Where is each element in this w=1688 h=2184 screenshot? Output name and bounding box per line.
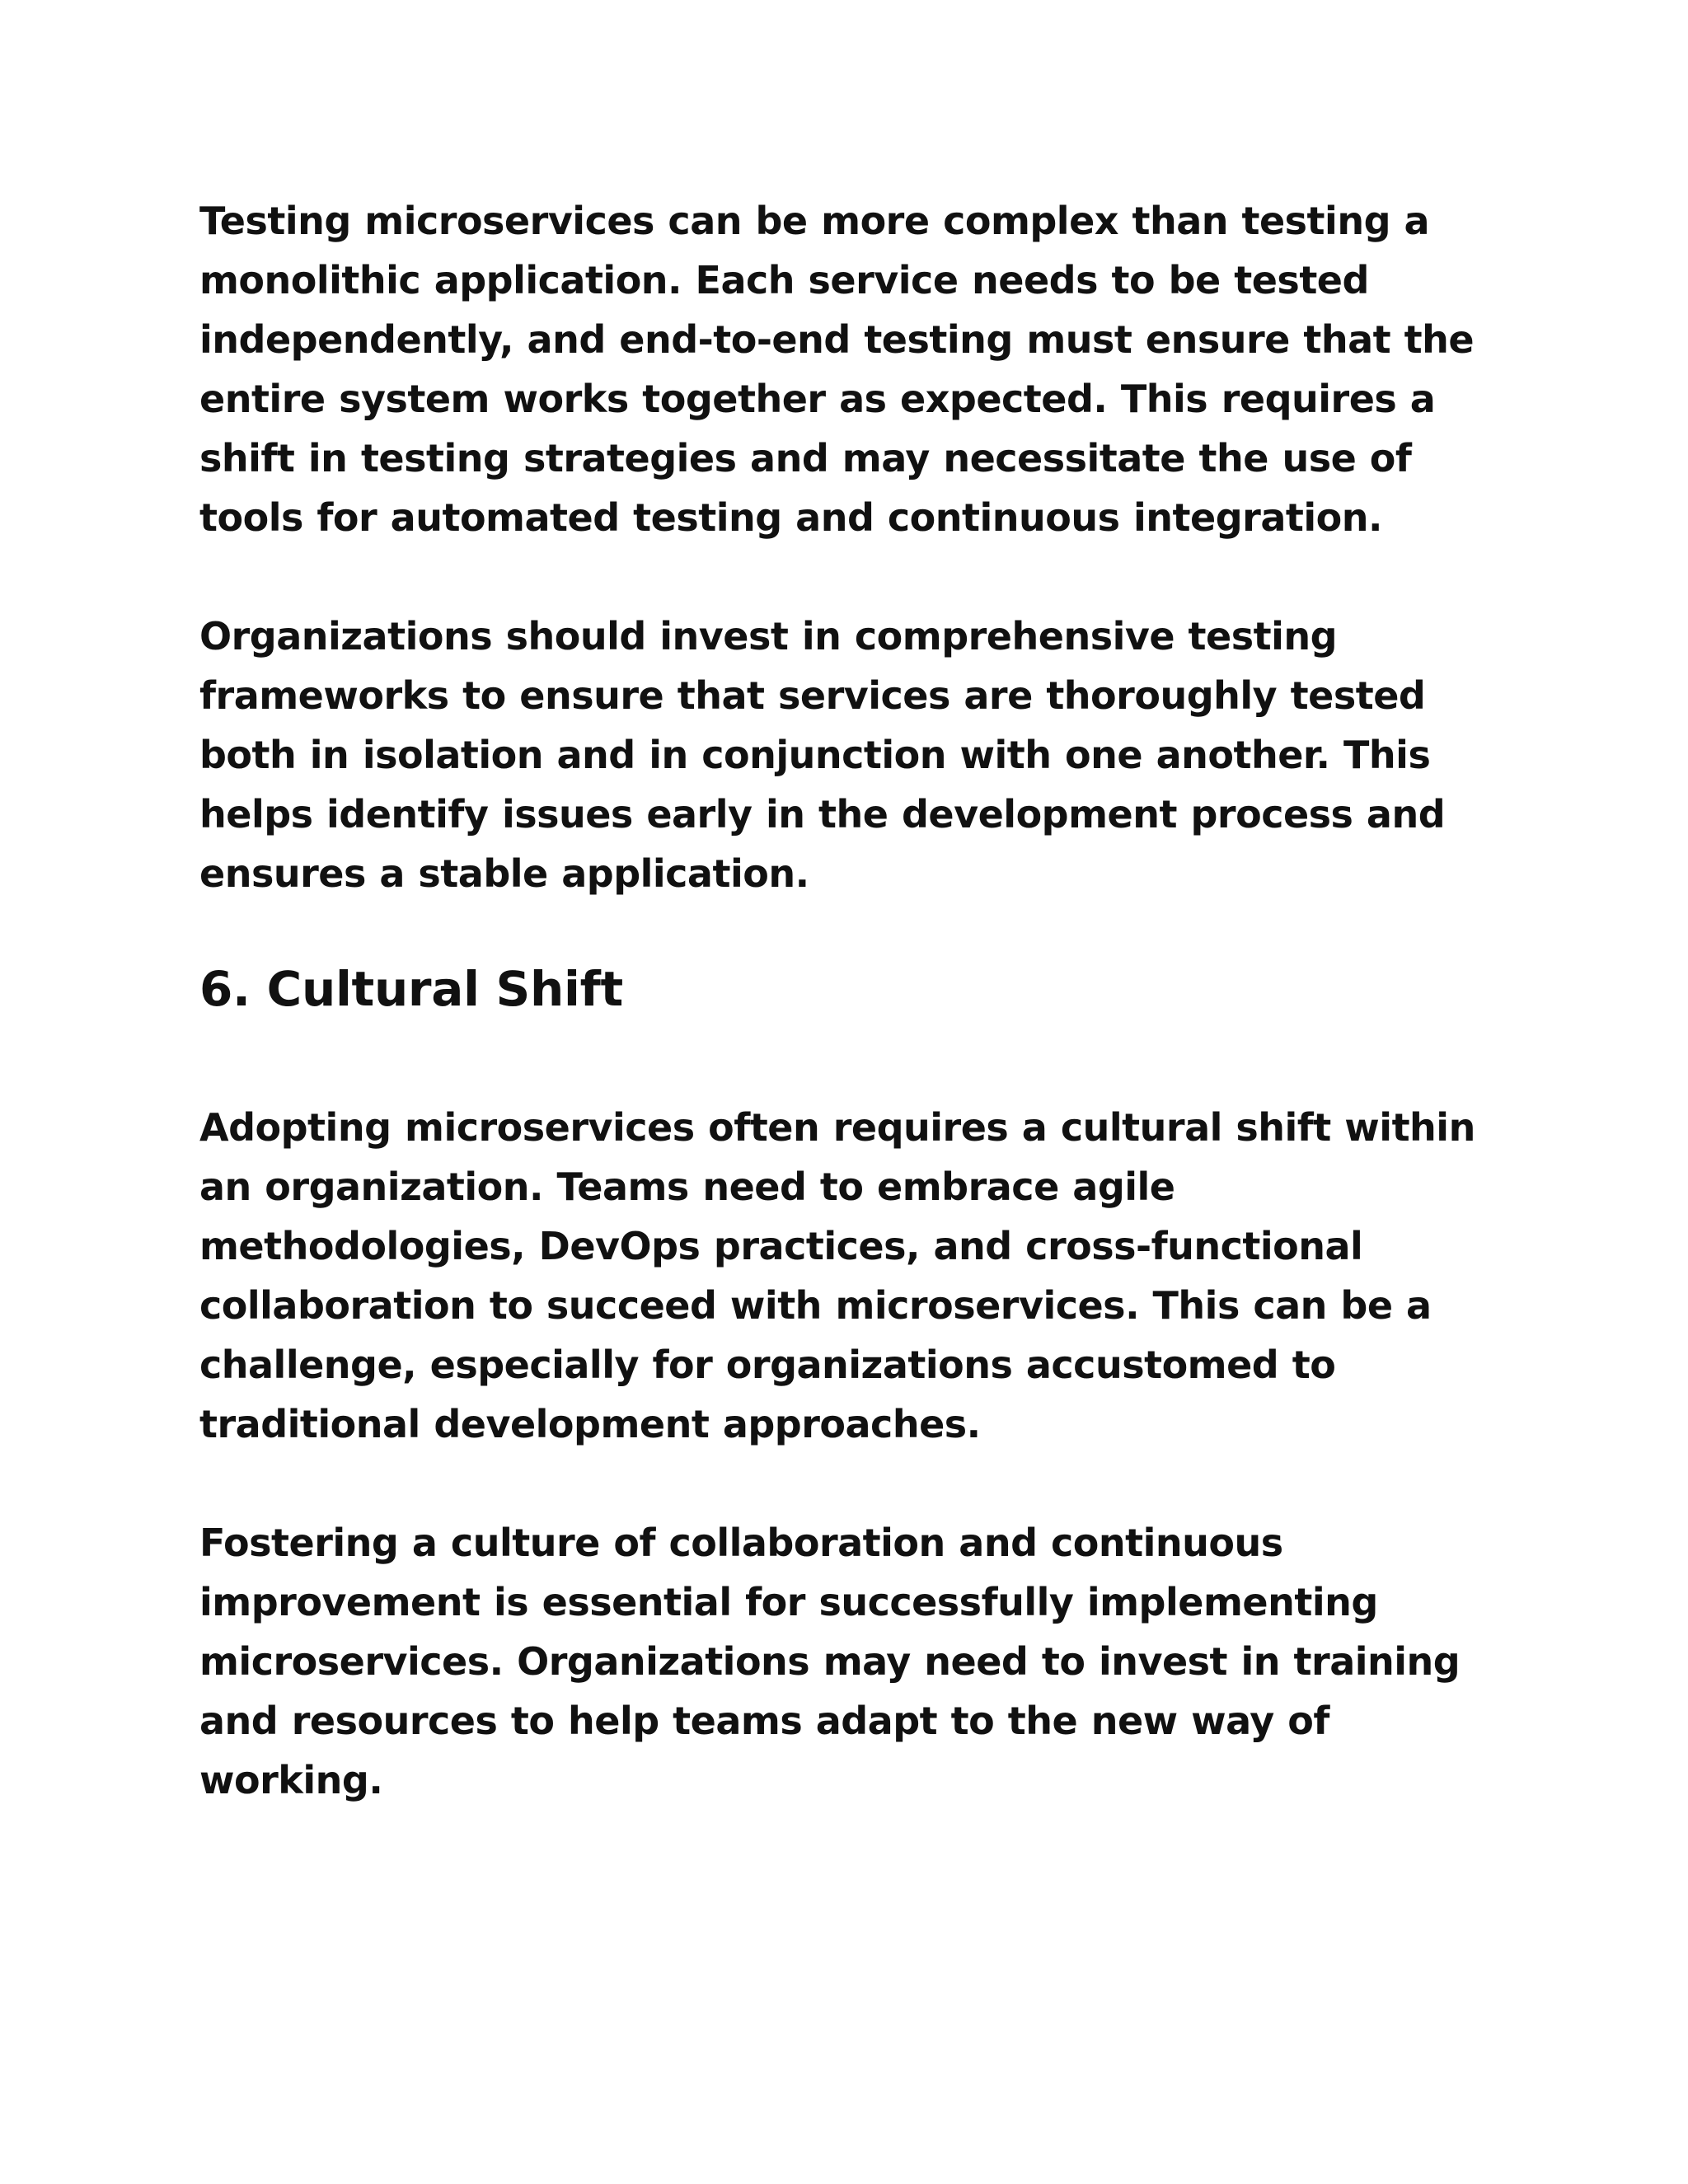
text-line: frameworks to ensure that services are thoroughly tested — [199, 673, 1426, 718]
text-line: monolithic application. Each service needs to be tested — [199, 258, 1369, 302]
heading-spacer — [199, 1019, 1518, 1098]
heading-spacer — [199, 903, 1518, 959]
text-line: Testing microservices can be more complex than testing a — [199, 199, 1430, 243]
text-line: working. — [199, 1758, 383, 1802]
text-line: entire system works together as expected. This requires a — [199, 377, 1436, 421]
paragraph-spacer — [199, 1454, 1518, 1513]
text-line: and resources to help teams adapt to the new way of — [199, 1699, 1329, 1743]
text-line: both in isolation and in conjunction with one another. This — [199, 733, 1431, 777]
text-line: tools for automated testing and continuous integration. — [199, 495, 1382, 540]
text-line: shift in testing strategies and may necessitate the use of — [199, 436, 1412, 480]
document-content — [199, 191, 1518, 1810]
text-line: Adopting microservices often requires a cultural shift within — [199, 1105, 1475, 1150]
text-line: methodologies, DevOps practices, and cross-functional — [199, 1224, 1363, 1268]
text-line: collaboration to succeed with microservices. This can be a — [199, 1283, 1432, 1328]
paragraph-collaboration-culture — [199, 1513, 1518, 1810]
paragraph-cultural-shift — [199, 1098, 1518, 1454]
text-line: independently, and end-to-end testing must ensure that the — [199, 317, 1475, 362]
paragraph-testing-frameworks — [199, 607, 1518, 903]
text-line: traditional development approaches. — [199, 1402, 981, 1446]
section-heading: 6. Cultural Shift — [199, 961, 623, 1017]
text-line: Organizations should invest in comprehensive testing — [199, 614, 1338, 658]
text-line: helps identify issues early in the development process and — [199, 792, 1446, 837]
text-line: microservices. Organizations may need to invest in training — [199, 1639, 1461, 1684]
text-line: improvement is essential for successfully implementing — [199, 1580, 1378, 1624]
text-line: challenge, especially for organizations accustomed to — [199, 1343, 1336, 1387]
text-line: an organization. Teams need to embrace agile — [199, 1165, 1175, 1209]
text-line: ensures a stable application. — [199, 851, 809, 896]
paragraph-testing-complexity — [199, 191, 1518, 547]
paragraph-spacer — [199, 547, 1518, 607]
text-line: Fostering a culture of collaboration and continuous — [199, 1521, 1283, 1565]
